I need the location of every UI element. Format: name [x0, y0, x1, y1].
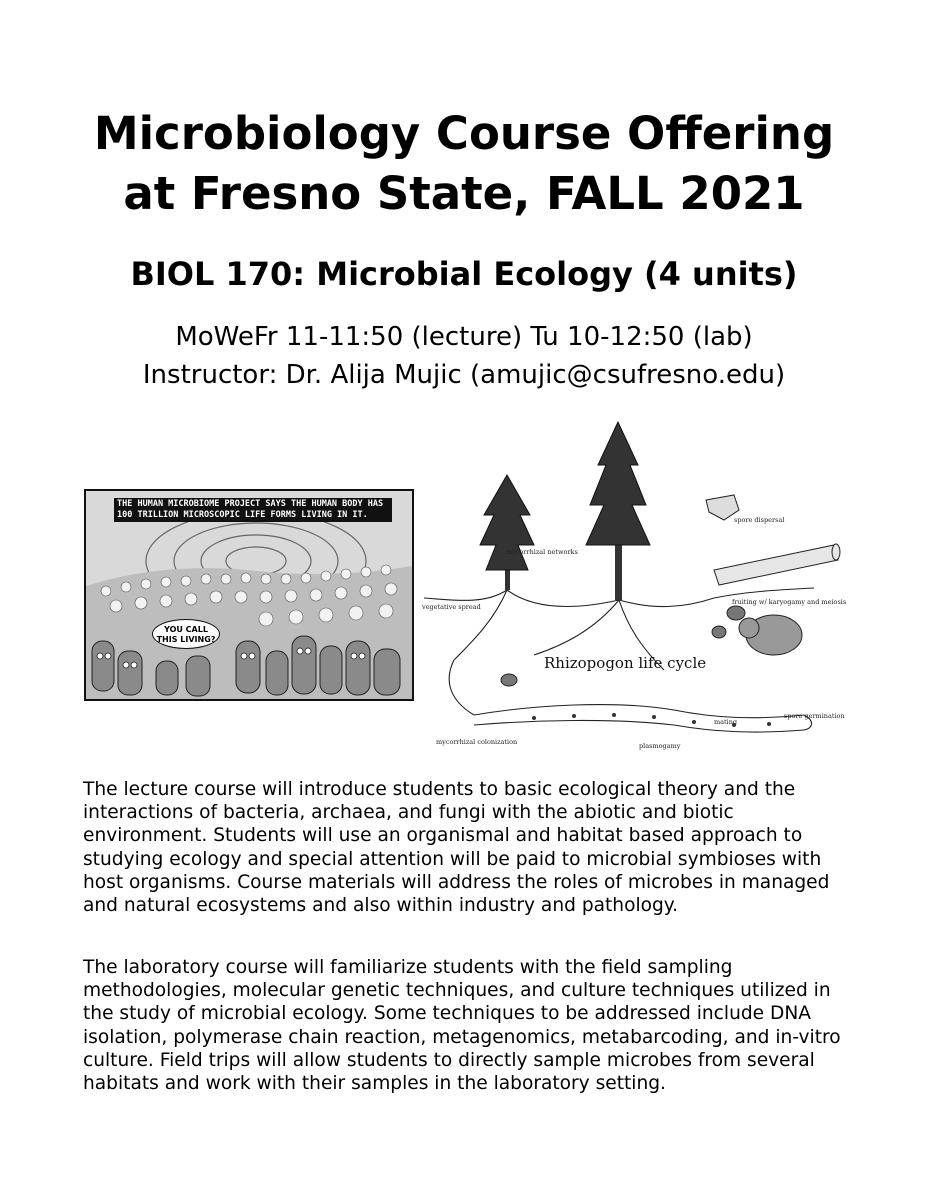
lab-description: The laboratory course will familiarize students with the field sampling methodologies, molecular genetic techniques, and culture techniques utilized in the study of microbial ecology. Some techniques to be addressed include DNA isolation, polymerase chain reaction, metagenomics, metabarcoding, and in-vitro culture. Field trips will allow students to directly sample microbes from several habitats and work with their samples in the laboratory setting. — [83, 957, 841, 1095]
speech-bubble: YOU CALL THIS LIVING? — [152, 619, 220, 649]
cartoon-caption: THE HUMAN MICROBIOME PROJECT SAYS THE HUMAN BODY HAS 100 TRILLION MICROSCOPIC LIFE FORMS LIVING IN IT. — [114, 498, 392, 522]
life-cycle-drawing — [414, 420, 847, 750]
title-line-2: at Fresno State, FALL 2021 — [123, 167, 805, 220]
course-name: BIOL 170: Microbial Ecology (4 units) — [130, 255, 798, 293]
lecture-description: The lecture course will introduce students to basic ecological theory and the interactions of bacteria, archaea, and fungi with the abiotic and biotic environment. Students will use an organismal and habitat based approach to studying ecology and special attention will be paid to microbial symbioses with host organisms. Course materials will address the roles of microbes in managed and natural ecosystems and also within industry and pathology. — [83, 779, 830, 917]
label-plasmogamy: plasmogamy — [639, 742, 681, 750]
course-schedule: MoWeFr 11-11:50 (lecture) Tu 10-12:50 (lab) — [175, 322, 753, 352]
label-mycorrhizal-networks: mycorrhizal networks — [506, 548, 578, 556]
microbiome-cartoon — [84, 489, 414, 701]
cartoon-drawing — [86, 491, 412, 699]
course-instructor: Instructor: Dr. Alija Mujic (amujic@csufresno.edu) — [142, 360, 786, 390]
label-spore-germination: spore germination — [784, 712, 845, 720]
label-fruiting: fruiting w/ karyogamy and meiosis — [732, 598, 847, 606]
course-info — [0, 318, 928, 394]
label-mycorrhizal-colonization: mycorrhizal colonization — [436, 738, 518, 746]
label-vegetative-spread: vegetative spread — [422, 603, 481, 611]
diagram-title: Rhizopogon life cycle — [544, 654, 707, 672]
label-mating: mating — [714, 718, 738, 726]
page-title — [0, 104, 928, 224]
rhizopogon-diagram — [414, 420, 847, 750]
label-spore-dispersal: spore dispersal — [734, 516, 785, 524]
title-line-1: Microbiology Course Offering — [93, 107, 835, 160]
